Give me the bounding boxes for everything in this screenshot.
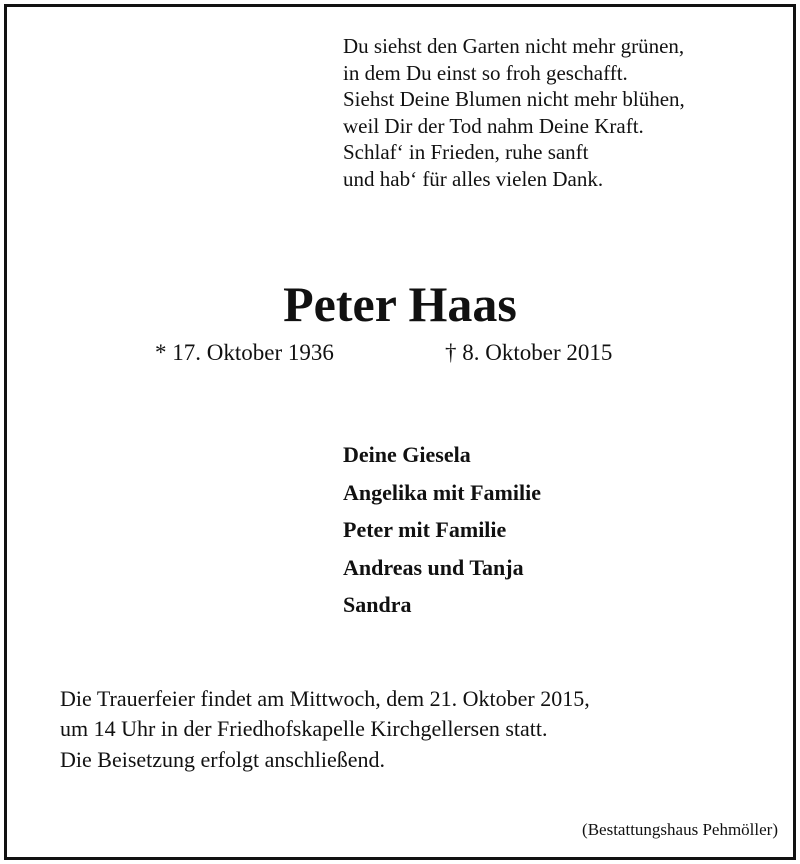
poem-line: Schlaf‘ in Frieden, ruhe sanft (343, 140, 589, 164)
poem-line: Siehst Deine Blumen nicht mehr blühen, (343, 87, 685, 111)
birth-date: * 17. Oktober 1936 (155, 340, 334, 365)
mourner: Andreas und Tanja (343, 554, 524, 580)
mourner: Peter mit Familie (343, 517, 507, 542)
mourner: Sandra (343, 592, 412, 617)
service-line: um 14 Uhr in der Friedhofskapelle Kirchgellersen statt. (60, 716, 548, 741)
funeral-home: (Bestattungshaus Pehmöller) (582, 820, 778, 839)
mourners-list (343, 436, 541, 624)
deceased-name: Peter Haas (283, 276, 517, 332)
mourner: Angelika mit Familie (343, 479, 541, 505)
poem-line: in dem Du einst so froh geschafft. (343, 60, 628, 85)
poem-line: weil Dir der Tod nahm Deine Kraft. (343, 113, 644, 138)
death-date: † 8. Oktober 2015 (445, 340, 613, 365)
poem (343, 33, 685, 192)
service-info (60, 684, 590, 775)
mourner: Deine Giesela (343, 442, 471, 467)
service-line: Die Trauerfeier findet am Mittwoch, dem 21. Oktober 2015, (60, 686, 590, 711)
service-line: Die Beisetzung erfolgt anschließend. (60, 747, 386, 772)
poem-line: Du siehst den Garten nicht mehr grünen, (343, 34, 685, 58)
poem-line: und hab‘ für alles vielen Dank. (343, 166, 604, 191)
